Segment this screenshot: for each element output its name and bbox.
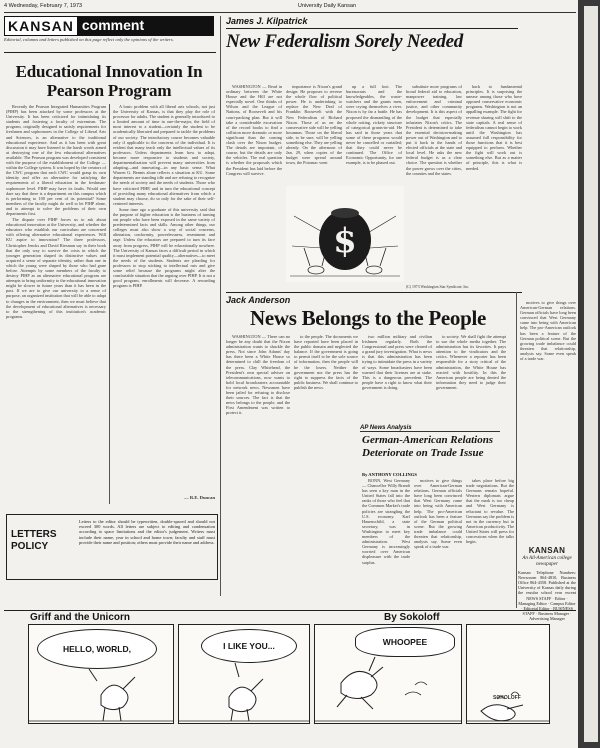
anderson-column-2 [294,334,358,606]
adjacent-page-edge [578,0,600,748]
ap-text-1: BONN, West Germany — Chancellor Willy Brandt has seen a key man in the United States fall into the ranks of those who feel that the Common Market's trade policies are strangling the U.S. economy. Karl Hauenschild, a state secretary, was in Washington to meet key members of the administration. West Germany is increasingly worried over American displeasure with the trade surplus. [362,478,410,565]
editorial-text-3: A basic problem with all liberal arts schools, not just the University of Kansas, is that they play the role of processor for adults. The student is generally introduced to a limited amount of time in one-the-major, the field of most interest to a student—certainly the student to be academically liberated and prepared to tackle the problems of our society. The introductory course becomes valuable only if applicable to the concerns of the individual. It is evident that many teach only the intellectual values of its professors. Unless departments learn how to adapt, become more responsive to students and society, departmentalization will prevent many universities from adapting—and innovating—in any basic sense. What Warren G. Bennis alone reflects a situation at KU. Some departments are standing idle and are refusing to recognize the needs of society and the needs of students. Those who have criticized PIHP, and in turn the educational concept of providing many educational alternatives from which a student may choose, do so only for the sake of their self-centered interests. [113,104,215,206]
right-story-column [520,300,576,540]
letters-policy-box [6,514,218,580]
ap-column-2 [414,478,462,608]
adjacent-page-sheet [584,6,598,742]
ap-kicker: AP News Analysis [360,425,500,432]
section-divider [226,292,522,293]
kilpatrick-column-3 [346,84,402,184]
editorial-text-4: Some time ago a graduate of this university said that the purpose of higher education is the business of turning out people who have been exposed in the same variety of predetermined facts and skills. Among other things, our colleges must also show a way of social concerns, alienation, conformity, powerlessness, resentment and rage. Unless the educators are prepared to turn its face away from progress, PIHP will be educationally nowhere. The University of Kansas faces a difficult period in which it must implement potential quality—alternatives—to meet the needs of the students. Students are pleading for professors to stop sticking to intellectual ruts and give some relief because the programs might alter the comfortable situation that the arguing over PIHP. It is not a good program, enrollments will decrease. A rewarding program is PIHP. [113,206,215,289]
masthead-rule [4,52,216,53]
svg-text:$: $ [333,221,357,261]
section-rule [220,16,221,596]
kilpatrick-headline: New Federalism Sorely Needed [226,31,463,52]
byline-rule [226,28,518,29]
speech-bubble-2: I LIKE YOU... [201,629,297,663]
editorial-text-2: The dispute over PIHP forces us to ask about educational innovation at the University, and whether the educators who establish our curriculum are concerned with offering alternative educational experiences. Will KU aspire to innovation? The three professors, Christopher Jencks and David Riesman say in their book that the only way to survive the crisis in which the younger generation shaped its distinctive values and acquired a sense of separate identity, rather than one in which the young were shaped by those who had gone before. Attempts by some members of the faculty to destroy PIHP as an alternative educational program are attempts to bring uniformity to the educational innovation might be slower in future years than it has been in the past. If we are to give our university to a sense of purpose, an organized institution that will be able to adapt to changes in the environment, then we must believe that the development of educational alternatives is necessary to the strengthening of this institution's academic programs. [6,217,106,319]
right-column-rule [516,292,517,608]
staff-box-staff: NEWS STAFF · Editor · Managing Editor · Campus Editor · Editorial Editor · BUSINESS STAFF · Business Manager · Advertising Manager [518,596,576,621]
federalism-cartoon [286,186,404,282]
kilpatrick-column-1 [226,84,282,284]
kansan-staff-box [518,546,576,624]
anderson-column-1 [226,334,290,606]
folio-line [4,3,576,13]
syndicate-credit: (C) 1973 Washington Star Syndicate, Inc. [406,285,470,289]
kilpatrick-column-4 [406,84,462,284]
anderson-text-4: to society. We shall fight the attempt to sue the whole media together. The administration has its favorites. It pays attention to the vindicators and the critics. Whenever a reporter has been responsible for a story critical of the administration, the White House has reacted with hostility. In this the American people are being denied the information they need to judge their government. [436,334,506,390]
kilpatrick-column-5 [466,84,522,284]
kilpatrick-text-3: up a full foot. The bureaucrats and the knowledgeables, the waste-watchers and the grants men, were crying themselves a river. Nixon is by far a battle. He has proposed the dismantling of the whole rotting, rickety structure of categorical grants-in-aid. He has said in those years that some of these programs would never be cancelled or curtailed; that they could never be continued. The Office of Economic Opportunity, for one example, is to be phased out. [346,84,402,166]
staff-box-tagline: An All-American college newspaper [522,556,572,567]
staff-box-name: KANSAN [528,546,566,555]
unicorn-fallen-figure [467,625,550,724]
kilpatrick-byline: James J. Kilpatrick [226,16,308,26]
anderson-byline: Jack Anderson [226,295,291,305]
ap-byline: By ANTHONY COLLINGS [362,472,417,477]
cartoonist-signature: SOKOLOFF [493,695,521,701]
ap-column-1 [362,478,410,608]
masthead-section: comment [78,16,214,36]
column-rule [109,104,110,504]
editorial-column-1 [6,104,106,506]
editorial-signature: — R.E. Duncan [184,495,215,500]
dollar-pot-illustration [286,186,404,282]
ap-text-3: takes place before big trade negotiations. But the Germans remain hopeful. Western diplomats argue that the mark is too cheap and West Germany is reluctant to revalue. The Germans say the problem is not in the currency but in American productivity. The United States will press for concessions when the talks begin. [466,478,514,545]
comic-panel-3 [314,624,462,724]
kilpatrick-text-1: WASHINGTON — Read in ordinary between the White House and the Hill are not especially novel. One thinks of Wilson and the League of Nations, of Roosevelt and his court-packing plan. But it will take a considerable excavation of the record books to find a collision more dramatic or more significant than the coming clash over the Nixon budget. The details are important, of course, but the details are only the vehicles. The real question is whether the proposals which the President has laid before the Congress will survive. [226,84,282,176]
kilpatrick-column-2 [286,84,342,184]
ap-headline: German-American Relations Deteriorate on Trade Issue [362,434,494,459]
staff-box-text: Kansan Telephone Numbers: Newsroom 864-4810, Business Office 864-4358. Published at the University of Kansas daily during the regular school year except [518,570,576,594]
letters-policy-title: LETTERS POLICY [11,529,57,552]
kilpatrick-text-5: back to fundamental principles. It is surprising the unease among those who have opposed conservative economic programs. Washington is not an appalling example. The fight for revenue sharing will shift to the state capitals. A real sense of federalism cannot begin to work until the Washington has assumed full responsibility for those functions that it is best equipped to perform. Whether the fight will work out is something else. But as a matter of principle, this is what is needed. [466,84,522,171]
comic-panel-4 [466,624,550,724]
comic-title: Griff and the Unicorn [30,612,130,623]
unicorn-figure-1 [29,625,174,724]
anderson-column-3 [362,334,432,422]
folio-date: 4 Wednesday, February 7, 1973 [4,3,83,9]
ap-column-3 [466,478,514,608]
masthead-subtitle: Editorial, columns and letters published on this page reflect only the opinions of the writers. [4,37,174,42]
anderson-text-2: to the people. The documents we have reported have been placed in the public domain and neglected the balance. If the government is going to permit itself to be the sole source of information, then the people will be the losers. Neither the government nor the press has the right to suppress the facts of the public business. We shall continue to publish the news. [294,334,358,390]
comic-panel-1 [28,624,174,724]
speech-bubble-3: WHOOPEE [355,627,455,657]
anderson-column-4 [436,334,506,422]
kilpatrick-text-4: substitute more programs of broad federal aid to education, manpower training, law enforcement and criminal justice, and other community development. It is this aspect of the budget that especially infuriates Nixon's critics. The President is determined to take the essential decision-making power out of Washington and to put it back in the hands of elected officials at the state and local level. He asks the new federal budget is as a clear choice. The question is whether the power grows over the cities, the counties and the states. [406,84,462,176]
ap-text-2: motives to give things over American-German relations. German officials have long been convinced that West Germany came into being with American help. The pro-American outlook has been a feature of the German political scene. But the growing trade imbalance could threaten that relationship, analysts say. Some even speak of a trade war. [414,478,462,550]
kilpatrick-text-2: importance is Nixon's grand design: He proposes to reverse the whole flow of political power. He is undertaking to replace the New Deal of Franklin Roosevelt with the New Federalism of Richard Nixon. Those of us on the conservative side will be yelling hosannas. Those on the liberal side, to be sure, will be yelling something else. They are yelling already. On the afternoon of Jan. 29, when copies of the budget were spread around town, the Potomac went [286,84,342,166]
comic-byline: By Sokoloff [384,612,440,623]
letters-policy-text: Letters to the editor should be typewritten, double-spaced and should not exceed 300 words. All letters are subject to editing and condensation according to space limitations and the editor's judgement. Writers must include their name, year in school and home town; faculty and staff must provide their name and position; others must provide their name and address. [79,519,215,545]
unicorn-jumping-figure [315,625,462,724]
editorial-column-2 [113,104,215,494]
editorial-text-1: Recently the Pearson Integrated Humanities Program (PIHP) has been attacked by some professors at the University. It has been criticized for intimidating its students and fostering a faculty of extremism. The program, originally designed to satisfy requirements for freshmen and sophomores in the College of Liberal Arts and Sciences, is an alternative to the traditional educational experience. And as it has been with great discussion it may have listened to the harsh words aimed at destroying one of the few educational alternatives available. The Pearson program was developed consistent with the purpose of the establishment of the College — within the College system. It was hoped by the creators of the CWC program that each CWC would grasp its own identity and offer an alternative for satisfying the requirements of a liberal education in the freshman-sophomore level. PIHP may have its faults. Would one dare say that there is a department on this campus which is performing to 100 per cent of its potential? Some members of the faculty might do well to let PIHP alone, and to attempt to solve the problems of their own departments first. [6,104,106,216]
comic-panel-2 [178,624,310,724]
anderson-headline: News Belongs to the People [250,306,487,330]
speech-bubble-1: HELLO, WORLD, [37,629,157,669]
right-story-text: motives to give things over American-German relations. German officials have long been convinced that West Germany came into being with American help. The pro-American outlook has been a feature of the German political scene. But the growing trade imbalance could threaten that relationship, analysts say. Some even speak of a trade war. [520,300,576,362]
kansan-comment-masthead [4,16,214,36]
anderson-text-3: two million military and civilian Irishmen regularly. Both the Congressional and press were cleared of a grand jury investigation. What is news is that this administration has been trying to intimidate the press in a variety of ways. Some broadcasters have been warned that their licenses are at stake. This is a dangerous precedent. The people have a right to know what their government is doing. [362,334,432,390]
editorial-headline: Educational Innovation In Pearson Program [15,62,203,100]
masthead-name: KANSAN [4,16,78,36]
unicorn-figure-2 [179,625,310,724]
comic-top-rule [4,610,576,611]
folio-paper-name: University Daily Kansan [297,3,356,9]
anderson-text-1: WASHINGTON — There can no longer be any doubt that the Nixon administration wants to shackle the press. Not since John Adams' day has there been a White House so determined to chill the freedom of the press. Clay Whitehead, the President's own special adviser on telecommunications, now wants to hold local broadcasters accountable for network news. Newsmen have been jailed for refusing to disclose their sources. The fact is that the news belongs to the people, and the First Amendment was written to protect it. [226,334,290,416]
